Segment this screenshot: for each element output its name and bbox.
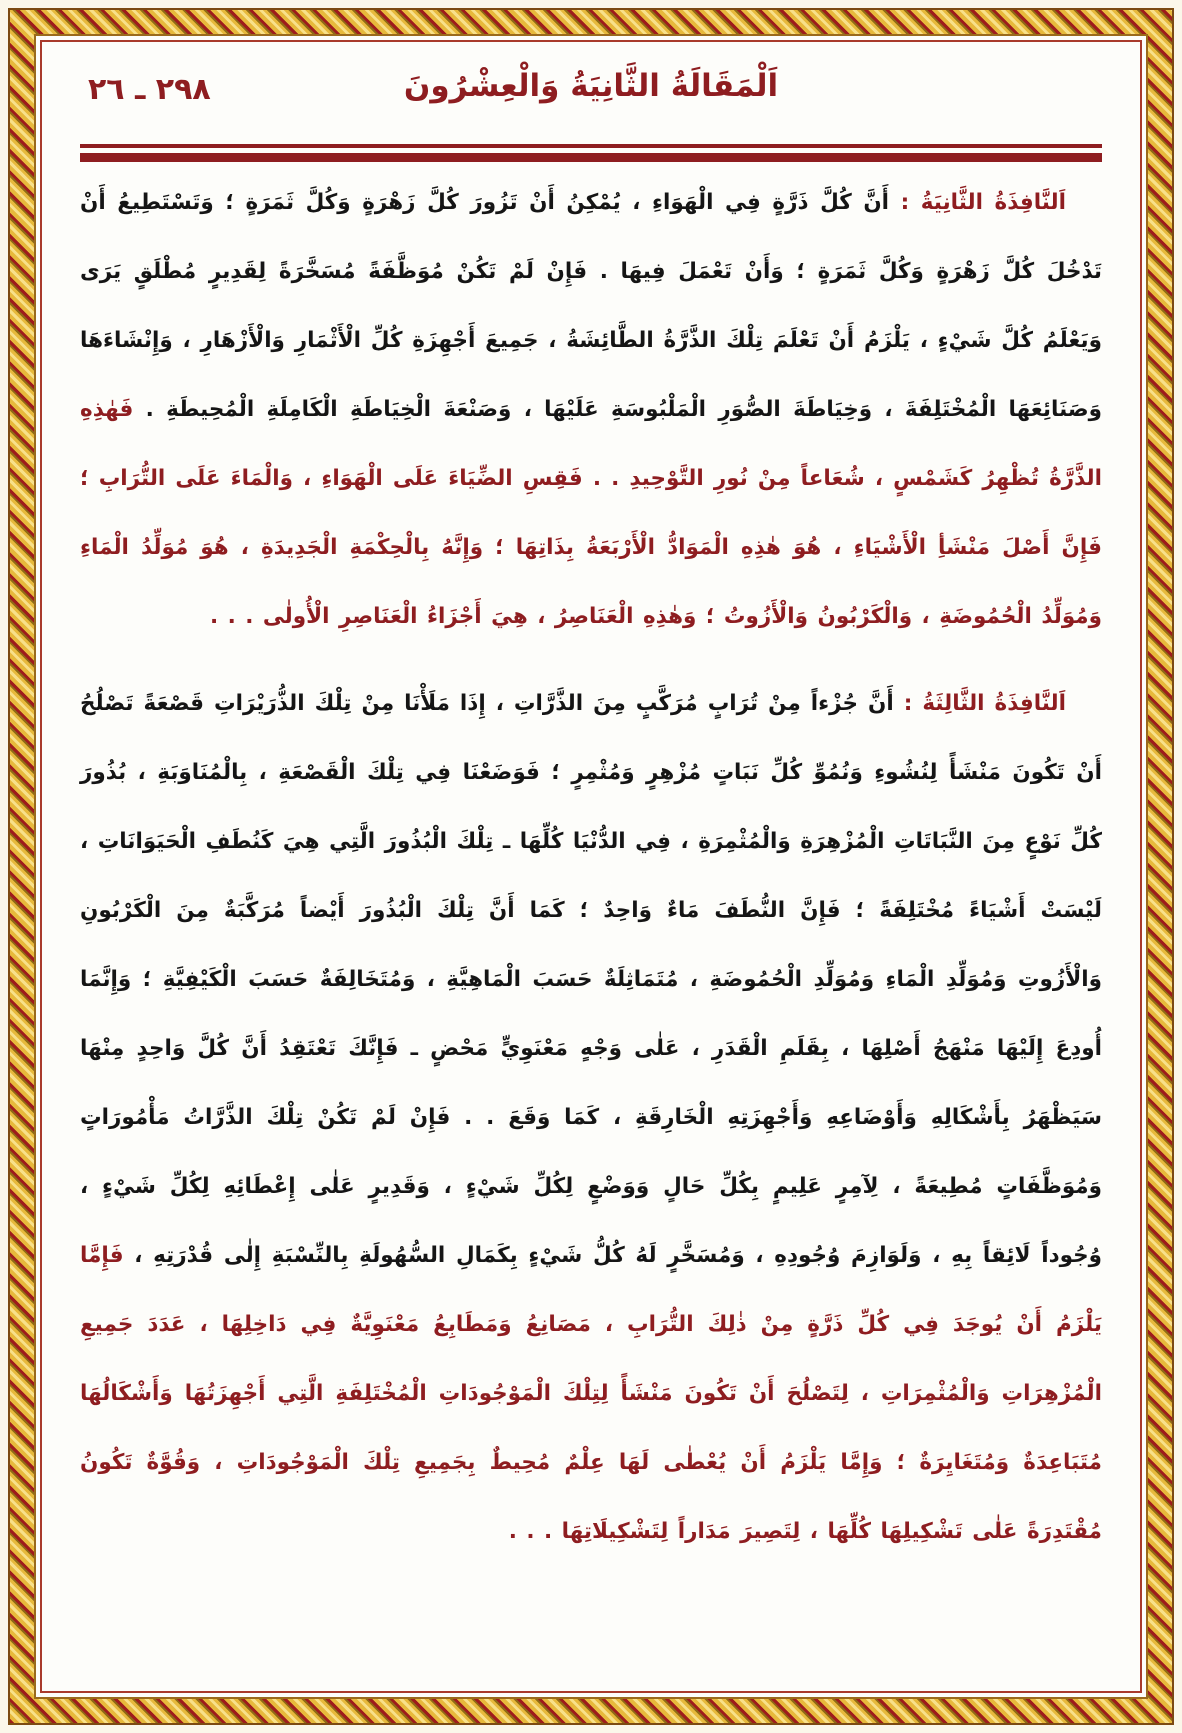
- section-heading-second: اَلنَّافِذَةُ الثَّانِيَةُ :: [889, 190, 1066, 215]
- page-inner: [34, 34, 1148, 1699]
- section-third-text-black: أَنَّ جُزْءاً مِنْ تُرَابٍ مُرَكَّبٍ مِنَ الذَّرَّاتِ ، إِذَا مَلَأْنَا مِنْ تِلْكَ الذُّرَيْرَاتِ قَصْعَةً تَصْلُحُ أَنْ تَكُونَ مَنْشَأً لِنُشُوءِ وَنُمُوِّ كُلِّ نَبَاتٍ مُزْهِرٍ وَمُثْمِرٍ ؛ فَوَضَعْنَا فِي تِلْكَ الْقَصْعَةِ ، بِالْمُنَاوَبَةِ ، بُذُورَ كُلِّ نَوْعٍ مِنَ النَّبَاتَاتِ الْمُزْهِرَةِ وَالْمُثْمِرَةِ ، فِي الدُّنْيَا كُلِّهَا ـ تِلْكَ الْبُذُورَ الَّتِي هِيَ كَنُطَفِ الْحَيَوَانَاتِ ، لَيْسَتْ أَشْيَاءً مُخْتَلِفَةً ؛ فَإِنَّ النُّطَفَ مَاءٌ وَاحِدٌ ؛ كَمَا أَنَّ تِلْكَ الْبُذُورَ أَيْضاً مُرَكَّبَةٌ مِنَ الْكَرْبُونِ وَالْأَزُوتِ وَمُوَلِّدِ الْمَاءِ وَمُوَلِّدِ الْحُمُوضَةِ ، مُتَمَاثِلَةٌ حَسَبَ الْمَاهِيَّةِ ، وَمُتَخَالِفَةٌ حَسَبَ الْكَيْفِيَّةِ ؛ وَإِنَّمَا أُودِعَ إِلَيْهَا مَنْهَجُ أَصْلِهَا ، بِقَلَمِ الْقَدَرِ ، عَلٰى وَجْهٍ مَعْنَوِيٍّ مَحْضٍ ـ فَإِنَّكَ تَعْتَقِدُ أَنَّ كُلَّ وَاحِدٍ مِنْهَا سَيَظْهَرُ بِأَشْكَالِهِ وَأَوْضَاعِهِ وَأَجْهِزَتِهِ الْخَارِقَةِ ، كَمَا وَقَعَ . . فَإِنْ لَمْ تَكُنْ تِلْكَ الذَّرَّاتُ مَأْمُورَاتٍ وَمُوَظَّفَاتٍ مُطِيعَةً ، لِآمِرٍ عَلِيمٍ بِكُلِّ حَالٍ وَوَضْعٍ لِكُلِّ شَيْءٍ ، وَقَدِيرٍ عَلٰى إِعْطَائِهِ لِكُلِّ شَيْءٍ ، وُجُوداً لَائِقاً بِهِ ، وَلَوَازِمَ وُجُودِهِ ، وَمُسَخَّرٍ لَهُ كُلُّ شَيْءٍ بِكَمَالِ السُّهُولَةِ بِالنِّسْبَةِ إِلٰى قُدْرَتِهِ ،: [80, 691, 1102, 1268]
- section-second-text-black: أَنَّ كُلَّ ذَرَّةٍ فِي الْهَوَاءِ ، يُمْكِنُ أَنْ تَزُورَ كُلَّ زَهْرَةٍ وَكُلَّ ثَمَرَةٍ ؛ وَتَسْتَطِيعُ أَنْ تَدْخُلَ كُلَّ زَهْرَةٍ وَكُلَّ ثَمَرَةٍ ؛ وَأَنْ تَعْمَلَ فِيهَا . فَإِنْ لَمْ تَكُنْ مُوَظَّفَةً مُسَخَّرَةً لِقَدِيرٍ مُطْلَقٍ يَرَى وَيَعْلَمُ كُلَّ شَيْءٍ ، يَلْزَمُ أَنْ تَعْلَمَ تِلْكَ الذَّرَّةُ الطَّائِشَةُ ، جَمِيعَ أَجْهِزَةِ كُلِّ الْأَثْمَارِ وَالْأَزْهَارِ ، وَإِنْشَاءَهَا وَصَنَائِعَهَا الْمُخْتَلِفَةَ ، وَخِيَاطَةَ الصُّوَرِ الْمَلْبُوسَةِ عَلَيْهَا ، وَصَنْعَةَ الْخِيَاطَةِ الْكَامِلَةِ الْمُحِيطَةِ .: [80, 190, 1102, 422]
- section-third-text-red: فَإِمَّا يَلْزَمُ أَنْ يُوجَدَ فِي كُلِّ ذَرَّةٍ مِنْ ذٰلِكَ التُّرَابِ ، مَصَانِعُ وَمَطَابِعُ مَعْنَوِيَّةٌ فِي دَاخِلِهَا ، عَدَدَ جَمِيعِ الْمُزْهِرَاتِ وَالْمُثْمِرَاتِ ، لِتَصْلُحَ أَنْ تَكُونَ مَنْشَأً لِتِلْكَ الْمَوْجُودَاتِ الْمُخْتَلِفَةِ الَّتِي أَجْهِزَتُهَا وَأَشْكَالُهَا مُتَبَاعِدَةٌ وَمُتَغَايِرَةٌ ؛ وَإِمَّا يَلْزَمُ أَنْ يُعْطٰى لَهَا عِلْمٌ مُحِيطٌ بِجَمِيعِ تِلْكَ الْمَوْجُودَاتِ ، وَقُوَّةٌ تَكُونُ مُقْتَدِرَةً عَلٰى تَشْكِيلِهَا كُلِّهَا ، لِتَصِيرَ مَدَاراً لِتَشْكِيلَاتِهَا . . .: [80, 1243, 1102, 1544]
- section-second-text-red: فَهٰذِهِ الذَّرَّةُ تُظْهِرُ كَشَمْسٍ ، شُعَاعاً مِنْ نُورِ التَّوْحِيدِ . . فَقِسِ الضِّيَاءَ عَلَى الْهَوَاءِ ، وَالْمَاءَ عَلَى التُّرَابِ ؛ فَإِنَّ أَصْلَ مَنْشَأِ الْأَشْيَاءِ ، هُوَ هٰذِهِ الْمَوَادُّ الْأَرْبَعَةُ بِذَاتِهَا ؛ وَإِنَّهُ بِالْحِكْمَةِ الْجَدِيدَةِ ، هُوَ مُوَلِّدُ الْمَاءِ وَمُوَلِّدُ الْحُمُوضَةِ ، وَالْكَرْبُونُ وَالْأَزُوتُ ؛ وَهٰذِهِ الْعَنَاصِرُ ، هِيَ أَجْزَاءُ الْعَنَاصِرِ الْأُولٰى . . .: [80, 397, 1102, 629]
- page-number: ٢٩٨ ـ ٢٦: [88, 72, 211, 107]
- page-title: اَلْمَقَالَةُ الثَّانِيَةُ وَالْعِشْرُونَ: [403, 68, 779, 104]
- section-window-second: [80, 168, 1102, 651]
- page-content: [80, 168, 1102, 1566]
- page-header: [80, 66, 1102, 130]
- section-window-third: [80, 669, 1102, 1566]
- ornamental-border: [8, 8, 1174, 1725]
- header-divider-thick: [80, 153, 1102, 162]
- header-divider-thin: [80, 144, 1102, 148]
- section-heading-third: اَلنَّافِذَةُ الثَّالِثَةُ :: [893, 691, 1066, 716]
